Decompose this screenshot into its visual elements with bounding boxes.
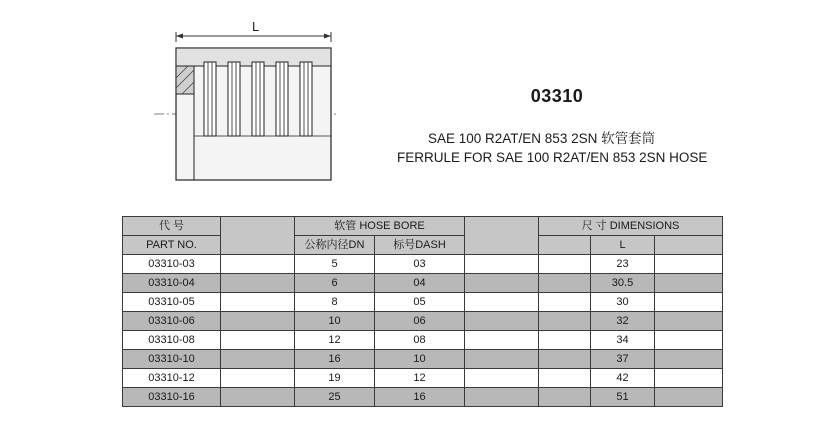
table-row bbox=[123, 274, 723, 293]
spec-table bbox=[122, 216, 723, 407]
header-row-1 bbox=[123, 217, 723, 236]
groove bbox=[276, 62, 288, 136]
cell-spacer bbox=[465, 274, 539, 293]
table-row bbox=[123, 293, 723, 312]
cell-spacer bbox=[465, 369, 539, 388]
cell-dash: 05 bbox=[375, 293, 465, 312]
dimension-arrow-left bbox=[176, 34, 183, 39]
cell-spacer bbox=[221, 331, 295, 350]
cell-l: 32 bbox=[591, 312, 655, 331]
table-row bbox=[123, 369, 723, 388]
cell-spacer bbox=[539, 255, 591, 274]
dimension-label: L bbox=[252, 19, 260, 34]
cell-spacer bbox=[539, 312, 591, 331]
cell-spacer bbox=[465, 255, 539, 274]
cell-spacer bbox=[539, 293, 591, 312]
cell-l: 23 bbox=[591, 255, 655, 274]
cell-l: 37 bbox=[591, 350, 655, 369]
cell-dn: 19 bbox=[295, 369, 375, 388]
cell-dn: 16 bbox=[295, 350, 375, 369]
cell-spacer bbox=[221, 255, 295, 274]
cell-spacer bbox=[221, 350, 295, 369]
cell-dash: 10 bbox=[375, 350, 465, 369]
cell-part-no: 03310-10 bbox=[123, 350, 221, 369]
cell-part-no: 03310-03 bbox=[123, 255, 221, 274]
cell-dash: 08 bbox=[375, 331, 465, 350]
cell-spacer bbox=[221, 312, 295, 331]
groove bbox=[204, 62, 216, 136]
cell-part-no: 03310-04 bbox=[123, 274, 221, 293]
cell-l: 42 bbox=[591, 369, 655, 388]
cell-spacer bbox=[221, 369, 295, 388]
cell-part-no: 03310-08 bbox=[123, 331, 221, 350]
cell-spacer bbox=[539, 388, 591, 407]
cell-spacer bbox=[539, 369, 591, 388]
cell-dash: 04 bbox=[375, 274, 465, 293]
cell-spacer bbox=[539, 331, 591, 350]
cell-spacer bbox=[465, 312, 539, 331]
header-dash: 标号DASH bbox=[375, 236, 465, 255]
cell-dn: 25 bbox=[295, 388, 375, 407]
cell-spacer bbox=[465, 350, 539, 369]
cell-part-no: 03310-05 bbox=[123, 293, 221, 312]
header-spacer bbox=[465, 217, 539, 255]
cell-spacer bbox=[655, 312, 723, 331]
description-en: FERRULE FOR SAE 100 R2AT/EN 853 2SN HOSE bbox=[397, 150, 708, 165]
cell-part-no: 03310-06 bbox=[123, 312, 221, 331]
cell-l: 30 bbox=[591, 293, 655, 312]
cell-dash: 12 bbox=[375, 369, 465, 388]
header-code-cn: 代 号 bbox=[123, 217, 221, 236]
cell-part-no: 03310-16 bbox=[123, 388, 221, 407]
header-dimensions: 尺 寸 DIMENSIONS bbox=[539, 217, 723, 236]
header-row-2 bbox=[123, 236, 723, 255]
table-row bbox=[123, 331, 723, 350]
header-spacer bbox=[221, 217, 295, 255]
header-spacer bbox=[539, 236, 591, 255]
cell-spacer bbox=[655, 255, 723, 274]
table-body bbox=[123, 255, 723, 407]
cell-l: 30.5 bbox=[591, 274, 655, 293]
cell-dn: 8 bbox=[295, 293, 375, 312]
cell-l: 34 bbox=[591, 331, 655, 350]
cell-spacer bbox=[655, 274, 723, 293]
dimension-arrow-right bbox=[324, 34, 331, 39]
cell-dash: 06 bbox=[375, 312, 465, 331]
cell-spacer bbox=[221, 388, 295, 407]
cell-l: 51 bbox=[591, 388, 655, 407]
cell-spacer bbox=[221, 274, 295, 293]
cell-spacer bbox=[465, 293, 539, 312]
cell-spacer bbox=[539, 274, 591, 293]
groove bbox=[252, 62, 264, 136]
header-l: L bbox=[591, 236, 655, 255]
ferrule-drawing bbox=[140, 18, 340, 188]
cell-spacer bbox=[655, 293, 723, 312]
cell-spacer bbox=[465, 331, 539, 350]
cell-dn: 5 bbox=[295, 255, 375, 274]
cell-spacer bbox=[465, 388, 539, 407]
header-dn: 公称内径DN bbox=[295, 236, 375, 255]
header-part-no: PART NO. bbox=[123, 236, 221, 255]
table-row bbox=[123, 388, 723, 407]
cell-dn: 6 bbox=[295, 274, 375, 293]
section-hatch bbox=[176, 66, 194, 94]
cell-spacer bbox=[655, 350, 723, 369]
cell-dn: 12 bbox=[295, 331, 375, 350]
cell-dn: 10 bbox=[295, 312, 375, 331]
header-hose-bore: 软管 HOSE BORE bbox=[295, 217, 465, 236]
cell-spacer bbox=[655, 331, 723, 350]
description-cn: SAE 100 R2AT/EN 853 2SN 软管套筒 bbox=[428, 131, 656, 146]
table-row bbox=[123, 350, 723, 369]
table-row bbox=[123, 312, 723, 331]
product-code: 03310 bbox=[530, 86, 584, 106]
cell-spacer bbox=[655, 369, 723, 388]
cell-part-no: 03310-12 bbox=[123, 369, 221, 388]
cell-spacer bbox=[539, 350, 591, 369]
cell-dash: 03 bbox=[375, 255, 465, 274]
groove bbox=[300, 62, 312, 136]
cell-spacer bbox=[655, 388, 723, 407]
cell-spacer bbox=[221, 293, 295, 312]
cell-dash: 16 bbox=[375, 388, 465, 407]
groove bbox=[228, 62, 240, 136]
table-row bbox=[123, 255, 723, 274]
header-spacer bbox=[655, 236, 723, 255]
